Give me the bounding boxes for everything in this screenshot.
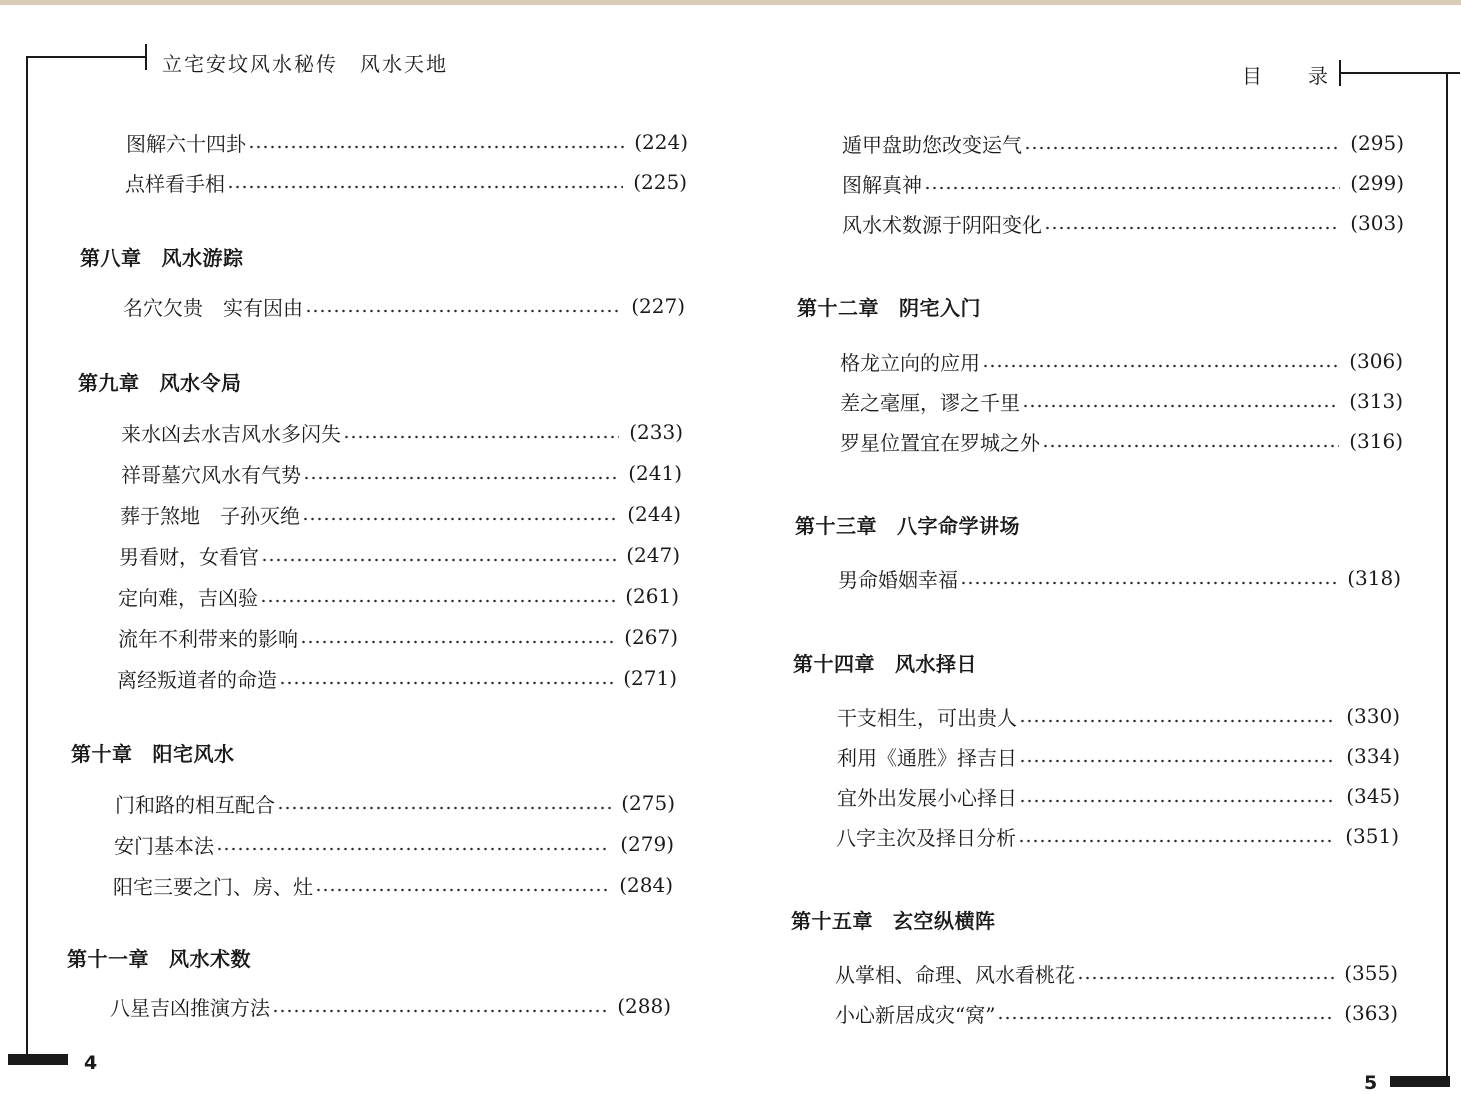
toc-entry-page: (244) [627, 502, 681, 526]
toc-entry-title: 利用《通胜》择吉日 [837, 745, 1017, 770]
dot-leader [300, 640, 614, 644]
toc-entry-page: (355) [1344, 961, 1398, 985]
left-running-head: 立宅安坟风水秘传 风水天地 [162, 52, 448, 76]
left-frame-top-rule [26, 56, 146, 58]
dot-leader [279, 681, 613, 685]
dot-leader [1024, 146, 1340, 150]
toc-entry-page: (261) [625, 584, 679, 608]
toc-entry-page: (306) [1349, 349, 1403, 373]
dot-leader [1019, 799, 1336, 803]
toc-entry-page: (313) [1349, 389, 1403, 413]
toc-entry[interactable] [840, 346, 1403, 376]
toc-entry[interactable] [835, 958, 1398, 988]
toc-entry-page: (303) [1350, 211, 1404, 235]
chapter-number: 第十五章 [791, 909, 873, 933]
toc-entry[interactable] [840, 386, 1403, 416]
chapter-heading[interactable] [67, 943, 251, 972]
chapter-title: 风水令局 [159, 371, 242, 395]
chapter-number: 第十一章 [67, 947, 149, 971]
toc-entry-title: 门和路的相互配合 [115, 792, 275, 817]
right-frame-top-rule [1340, 72, 1460, 74]
toc-entry[interactable] [118, 581, 679, 611]
toc-entry-page: (351) [1345, 824, 1399, 848]
toc-entry-page: (267) [624, 625, 678, 649]
chapter-title: 阴宅入门 [899, 296, 981, 320]
chapter-number: 第八章 [80, 246, 142, 270]
toc-entry-title: 小心新居成灾“窝” [835, 1002, 996, 1027]
chapter-title: 风水择日 [895, 652, 977, 676]
dot-leader [277, 806, 611, 810]
toc-entry-title: 阳宅三要之门、房、灶 [113, 874, 313, 899]
toc-entry-page: (345) [1346, 784, 1400, 808]
chapter-heading[interactable] [80, 242, 244, 271]
chapter-heading[interactable] [71, 738, 235, 767]
dot-leader [1019, 719, 1336, 723]
chapter-title: 阳宅风水 [152, 742, 235, 766]
toc-entry-title: 风水术数源于阴阳变化 [842, 212, 1042, 237]
dot-leader [302, 517, 617, 521]
toc-entry[interactable] [113, 870, 673, 900]
toc-entry-title: 名穴欠贵 实有因由 [123, 295, 303, 320]
chapter-heading[interactable] [793, 648, 977, 677]
toc-entry[interactable] [115, 788, 675, 818]
toc-entry-title: 八字主次及择日分析 [836, 825, 1016, 850]
toc-entry[interactable] [121, 417, 683, 447]
toc-entry[interactable] [837, 781, 1400, 811]
toc-entry-title: 安门基本法 [114, 833, 214, 858]
toc-entry-title: 格龙立向的应用 [840, 350, 980, 375]
toc-entry-title: 流年不利带来的影响 [118, 626, 298, 651]
toc-entry-title: 点样看手相 [125, 171, 225, 196]
dot-leader [1042, 444, 1339, 448]
right-frame-head-tick [1339, 60, 1341, 86]
toc-entry[interactable] [120, 499, 681, 529]
toc-entry[interactable] [114, 829, 674, 859]
toc-entry[interactable] [110, 991, 671, 1021]
toc-entry[interactable] [123, 291, 685, 321]
toc-entry-page: (233) [629, 420, 683, 444]
chapter-title: 风水游踪 [161, 246, 244, 270]
toc-entry-page: (279) [620, 832, 674, 856]
dot-leader [1077, 976, 1334, 980]
dot-leader [924, 186, 1340, 190]
chapter-number: 第十章 [71, 742, 133, 766]
chapter-heading[interactable] [78, 367, 242, 396]
toc-entry-title: 男命婚姻幸福 [838, 567, 958, 592]
toc-entry-page: (330) [1346, 704, 1400, 728]
chapter-heading[interactable] [795, 510, 1020, 539]
toc-entry-page: (318) [1347, 566, 1401, 590]
toc-entry-page: (271) [623, 666, 677, 690]
left-footer-bar [8, 1054, 68, 1065]
toc-entry-title: 罗星位置宜在罗城之外 [840, 430, 1040, 455]
toc-entry-page: (299) [1350, 171, 1404, 195]
toc-entry[interactable] [842, 128, 1404, 158]
dot-leader [305, 309, 621, 313]
toc-entry[interactable] [117, 663, 677, 693]
chapter-number: 第十三章 [795, 514, 877, 538]
toc-entry-title: 葬于煞地 子孙灭绝 [120, 503, 300, 528]
toc-entry-title: 差之毫厘，谬之千里 [840, 390, 1020, 415]
chapter-title: 玄空纵横阵 [893, 909, 996, 933]
dot-leader [997, 1016, 1334, 1020]
toc-entry[interactable] [836, 821, 1399, 851]
toc-entry[interactable] [837, 701, 1400, 731]
toc-entry-page: (225) [633, 170, 687, 194]
toc-entry[interactable] [126, 127, 688, 157]
toc-entry-page: (227) [631, 294, 685, 318]
toc-entry-title: 祥哥墓穴风水有气势 [121, 462, 301, 487]
chapter-number: 第十四章 [793, 652, 875, 676]
toc-entry-title: 图解真神 [842, 172, 922, 197]
toc-entry[interactable] [125, 167, 687, 197]
dot-leader [216, 847, 610, 851]
right-page-number: 5 [1364, 1072, 1378, 1094]
toc-entry-page: (284) [619, 873, 673, 897]
toc-entry-page: (295) [1350, 131, 1404, 155]
chapter-number: 第十二章 [797, 296, 879, 320]
scan-top-edge [0, 0, 1461, 5]
dot-leader [1044, 226, 1340, 230]
dot-leader [248, 145, 624, 149]
toc-entry[interactable] [118, 622, 678, 652]
toc-entry-page: (241) [628, 461, 682, 485]
toc-entry-title: 八星吉凶推演方法 [110, 995, 270, 1020]
toc-entry-page: (275) [621, 791, 675, 815]
left-frame-side-rule [26, 56, 28, 1054]
toc-entry-title: 男看财，女看官 [119, 544, 259, 569]
chapter-heading[interactable] [797, 292, 981, 321]
toc-entry[interactable] [837, 741, 1400, 771]
toc-entry-title: 离经叛道者的命造 [117, 667, 277, 692]
toc-entry-page: (363) [1344, 1001, 1398, 1025]
toc-entry[interactable] [119, 540, 680, 570]
dot-leader [272, 1009, 607, 1013]
dot-leader [227, 185, 623, 189]
toc-entry-title: 图解六十四卦 [126, 131, 246, 156]
dot-leader [1022, 404, 1339, 408]
toc-entry-page: (224) [634, 130, 688, 154]
toc-entry[interactable] [835, 998, 1398, 1028]
toc-entry-page: (316) [1349, 429, 1403, 453]
dot-leader [960, 581, 1337, 585]
right-frame-side-rule [1446, 72, 1448, 1078]
chapter-number: 第九章 [78, 371, 140, 395]
toc-entry-title: 定向难，吉凶验 [118, 585, 258, 610]
chapter-title: 风水术数 [169, 947, 251, 971]
dot-leader [315, 888, 609, 892]
dot-leader [303, 476, 618, 480]
toc-entry[interactable] [840, 426, 1403, 456]
chapter-heading[interactable] [791, 905, 996, 934]
toc-entry[interactable] [121, 458, 682, 488]
dot-leader [1018, 839, 1335, 843]
left-frame-head-tick [145, 44, 147, 70]
toc-entry-page: (334) [1346, 744, 1400, 768]
right-running-head: 目 录 [1242, 64, 1330, 88]
chapter-title: 八字命学讲场 [897, 514, 1020, 538]
left-page-number: 4 [84, 1052, 98, 1074]
toc-entry-title: 遁甲盘助您改变运气 [842, 132, 1022, 157]
toc-entry-page: (247) [626, 543, 680, 567]
toc-entry-title: 来水凶去水吉风水多闪失 [121, 421, 341, 446]
toc-entry-page: (288) [617, 994, 671, 1018]
dot-leader [343, 435, 619, 439]
right-footer-bar [1390, 1076, 1450, 1087]
toc-entry-title: 干支相生，可出贵人 [837, 705, 1017, 730]
toc-entry-title: 从掌相、命理、风水看桃花 [835, 962, 1075, 987]
toc-entry[interactable] [838, 563, 1401, 593]
toc-entry[interactable] [842, 208, 1404, 238]
toc-entry[interactable] [842, 168, 1404, 198]
dot-leader [260, 599, 615, 603]
dot-leader [261, 558, 616, 562]
dot-leader [982, 364, 1339, 368]
dot-leader [1019, 759, 1336, 763]
toc-entry-title: 宜外出发展小心择日 [837, 785, 1017, 810]
